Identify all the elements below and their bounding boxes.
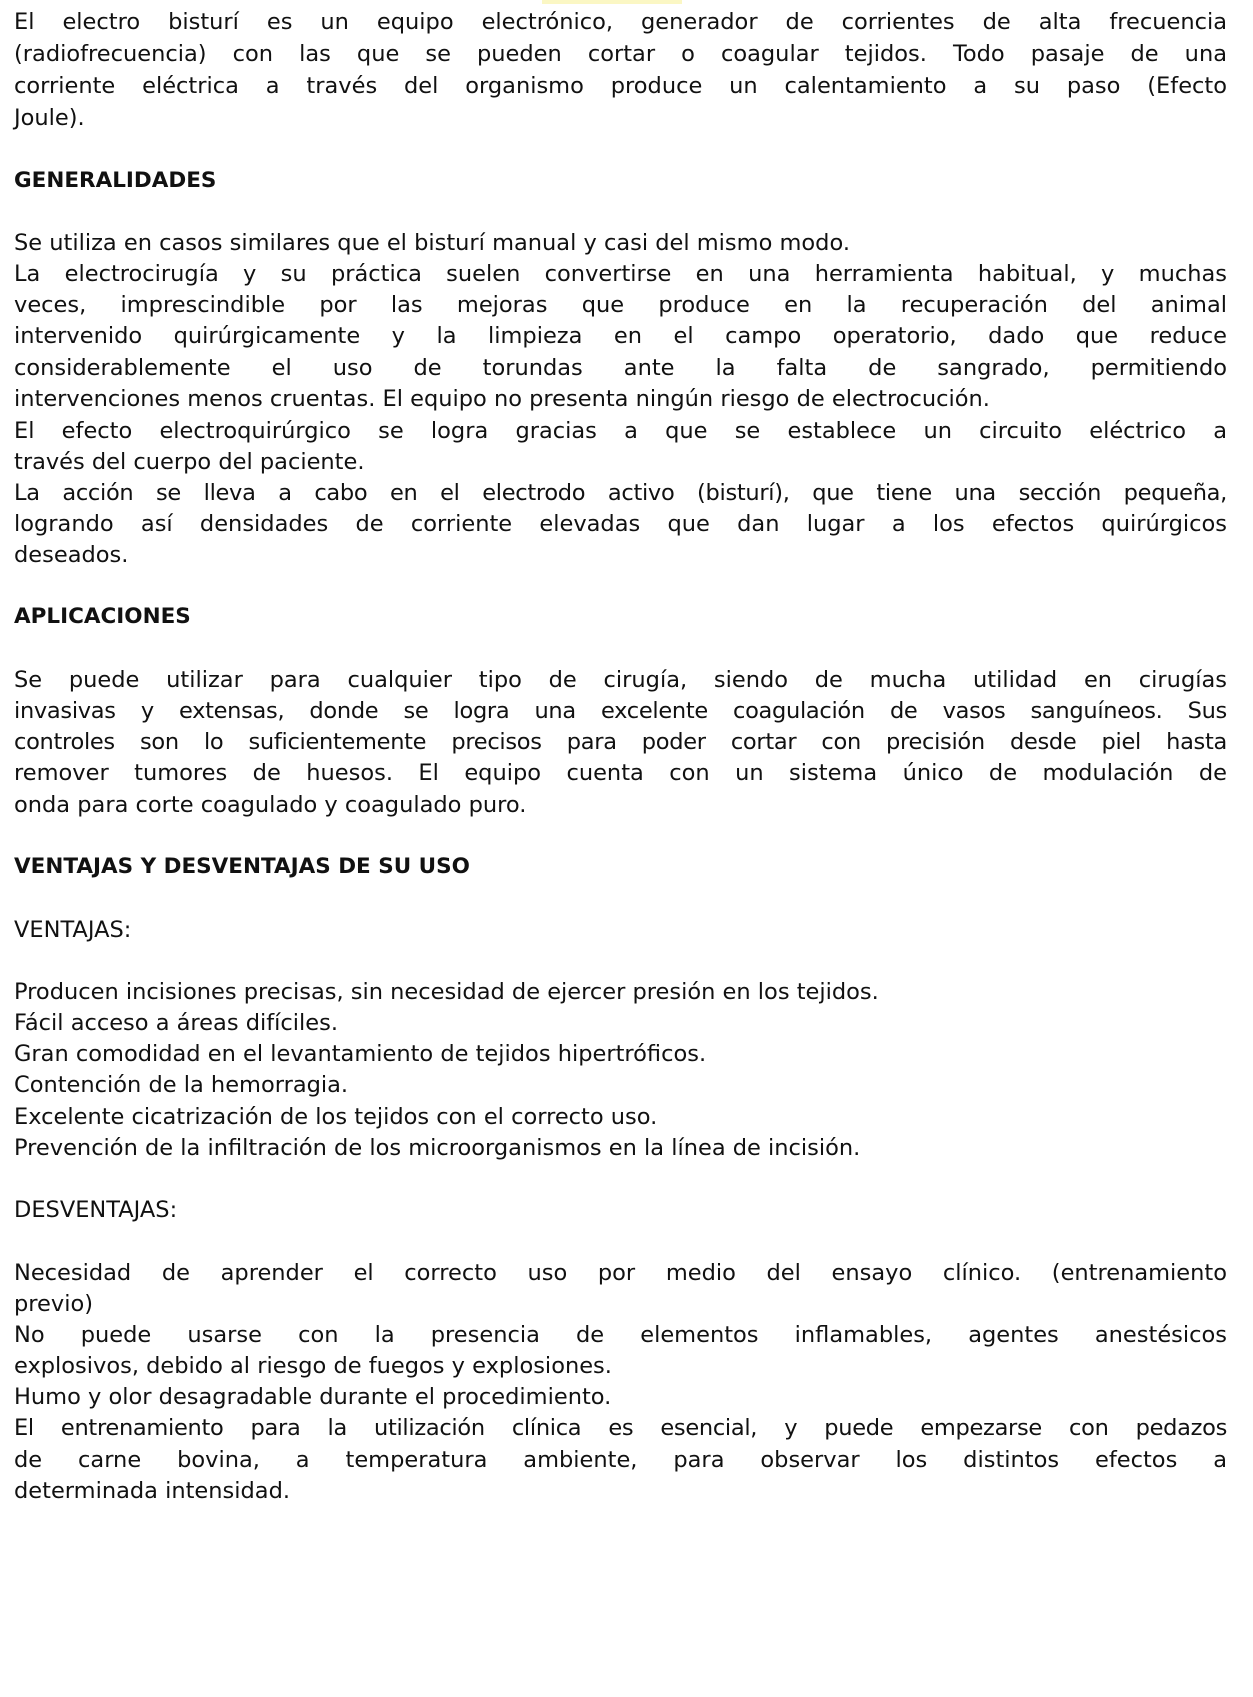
list-item: explosivos, debido al riesgo de fuegos y explosiones. bbox=[14, 1353, 612, 1379]
body-line: logrando así densidades de corriente elevadas que dan lugar a los efectos quirúrgicos bbox=[14, 511, 1227, 537]
list-item: de carne bovina, a temperatura ambiente, para observar los distintos efectos a bbox=[14, 1447, 1227, 1473]
body-line: intervenido quirúrgicamente y la limpieza en el campo operatorio, dado que reduce bbox=[14, 323, 1227, 349]
body-line: controles son lo suficientemente precisos para poder cortar con precisión desde piel hasta bbox=[14, 729, 1227, 755]
list-item: Gran comodidad en el levantamiento de tejidos hipertróficos. bbox=[14, 1041, 707, 1067]
body-line: invasivas y extensas, donde se logra una excelente coagulación de vasos sanguíneos. Sus bbox=[14, 698, 1227, 724]
intro-line: Joule). bbox=[14, 105, 85, 131]
section-heading-ventajas-desventajas: VENTAJAS Y DESVENTAJAS DE SU USO bbox=[14, 854, 470, 879]
list-item: Fácil acceso a áreas difíciles. bbox=[14, 1010, 338, 1036]
subheading-ventajas: VENTAJAS: bbox=[14, 917, 132, 943]
body-line: Se utiliza en casos similares que el bisturí manual y casi del mismo modo. bbox=[14, 230, 850, 256]
subheading-desventajas: DESVENTAJAS: bbox=[14, 1197, 178, 1223]
body-line: Se puede utilizar para cualquier tipo de cirugía, siendo de mucha utilidad en cirugías bbox=[14, 667, 1227, 693]
list-item: determinada intensidad. bbox=[14, 1478, 290, 1504]
intro-line: (radiofrecuencia) con las que se pueden cortar o coagular tejidos. Todo pasaje de una bbox=[14, 41, 1227, 67]
list-item: Humo y olor desagradable durante el procedimiento. bbox=[14, 1384, 612, 1410]
body-line: El efecto electroquirúrgico se logra gracias a que se establece un circuito eléctrico a bbox=[14, 418, 1227, 444]
body-line: deseados. bbox=[14, 542, 129, 568]
body-line: veces, imprescindible por las mejoras que produce en la recuperación del animal bbox=[14, 292, 1227, 318]
intro-line: El electro bisturí es un equipo electrónico, generador de corrientes de alta frecuencia bbox=[14, 9, 1227, 35]
list-item: Producen incisiones precisas, sin necesidad de ejercer presión en los tejidos. bbox=[14, 979, 879, 1005]
list-item: Prevención de la infiltración de los microorganismos en la línea de incisión. bbox=[14, 1135, 861, 1161]
text-highlight-mark bbox=[542, 0, 682, 4]
list-item: No puede usarse con la presencia de elementos inflamables, agentes anestésicos bbox=[14, 1322, 1227, 1348]
body-line: remover tumores de huesos. El equipo cuenta con un sistema único de modulación de bbox=[14, 760, 1227, 786]
list-item: previo) bbox=[14, 1291, 93, 1317]
body-line: través del cuerpo del paciente. bbox=[14, 449, 365, 475]
body-line: intervenciones menos cruentas. El equipo no presenta ningún riesgo de electrocución. bbox=[14, 386, 990, 412]
body-line: La electrocirugía y su práctica suelen convertirse en una herramienta habitual, y muchas bbox=[14, 261, 1227, 287]
list-item: Necesidad de aprender el correcto uso por medio del ensayo clínico. (entrenamiento bbox=[14, 1260, 1227, 1286]
list-item: El entrenamiento para la utilización clínica es esencial, y puede empezarse con pedazos bbox=[14, 1415, 1227, 1441]
body-line: onda para corte coagulado y coagulado puro. bbox=[14, 792, 527, 818]
section-heading-generalidades: GENERALIDADES bbox=[14, 168, 217, 193]
intro-line: corriente eléctrica a través del organismo produce un calentamiento a su paso (Efecto bbox=[14, 73, 1227, 99]
body-line: La acción se lleva a cabo en el electrodo activo (bisturí), que tiene una sección pequeña, bbox=[14, 480, 1227, 506]
body-line: considerablemente el uso de torundas ante la falta de sangrado, permitiendo bbox=[14, 355, 1227, 381]
section-heading-aplicaciones: APLICACIONES bbox=[14, 604, 191, 629]
list-item: Contención de la hemorragia. bbox=[14, 1072, 349, 1098]
list-item: Excelente cicatrización de los tejidos con el correcto uso. bbox=[14, 1104, 658, 1130]
